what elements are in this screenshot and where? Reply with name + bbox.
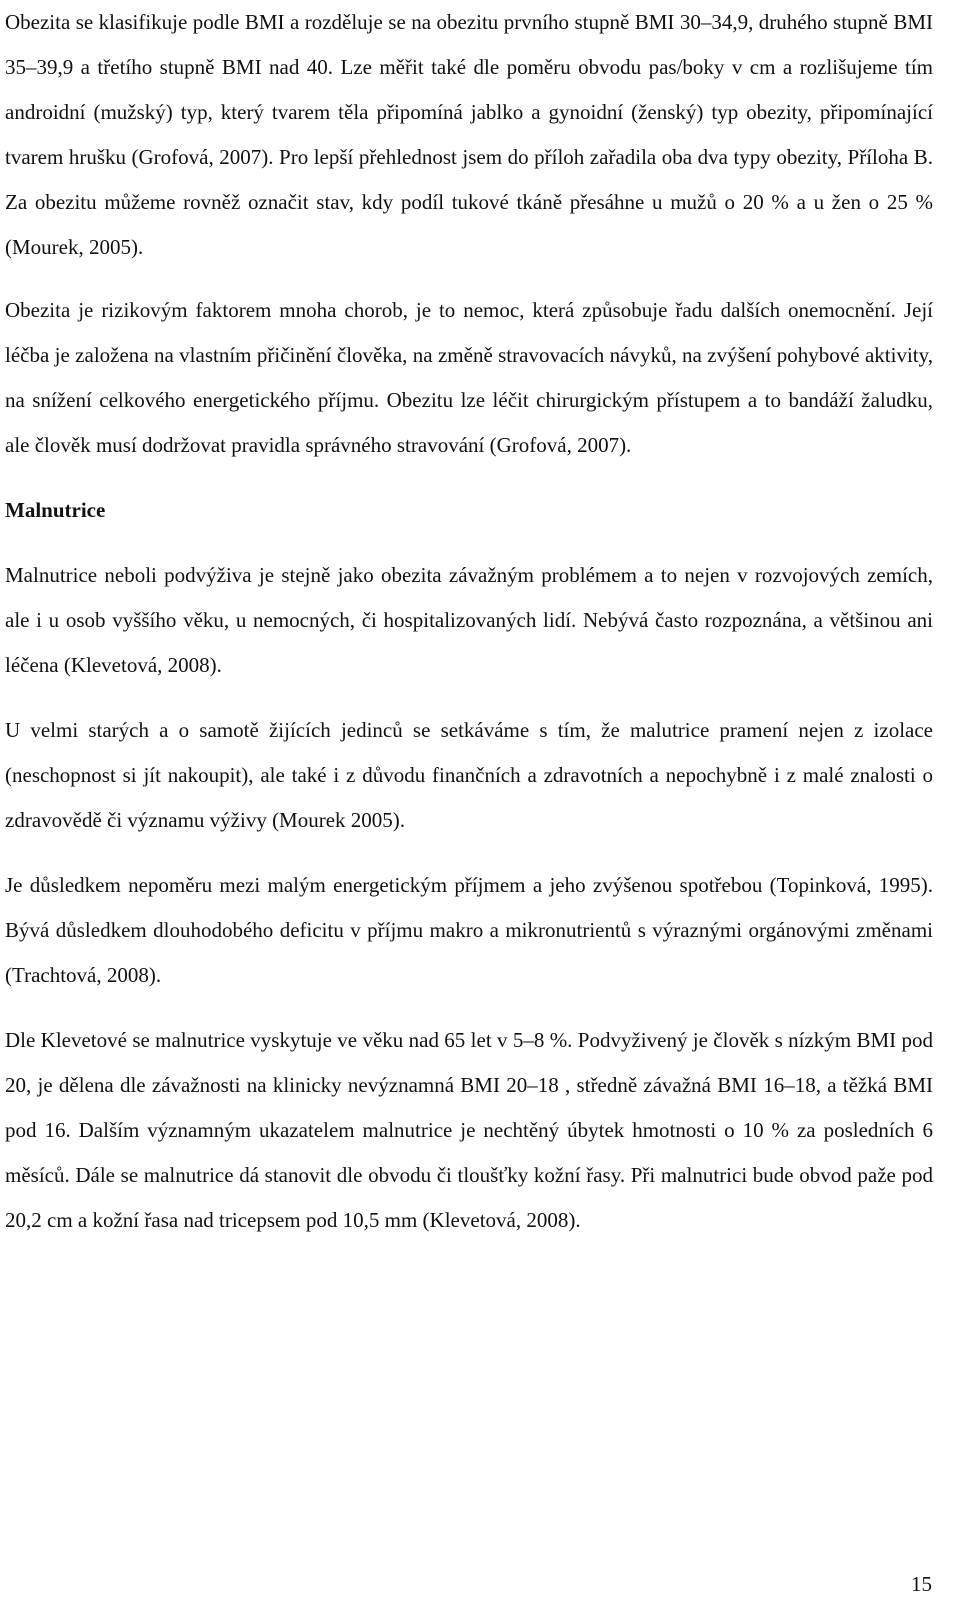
page-number: 15 xyxy=(911,1572,932,1596)
section-heading-malnutrice: Malnutrice xyxy=(5,498,106,522)
paragraph-malnutrice-bmi: Dle Klevetové se malnutrice vyskytuje ve věku nad 65 let v 5–8 %. Podvyživený je člověk s nízkým BMI pod 20, je dělena dle závažnosti na klinicky nevýznamná BMI 20–18 , středně závažná BMI 16–18, a těžká BMI pod 16. Dalším významným ukazatelem malnutrice je nechtěný úbytek hmotnosti o 10 % za posledních 6 měsíců. Dále se malnutrice dá stanovit dle obvodu či tloušťky kožní řasy. Při malnutrici bude obvod paže pod 20,2 cm a kožní řasa nad tricepsem pod 10,5 mm (Klevetová, 2008). xyxy=(5,1028,933,1232)
paragraph-malnutrice-elderly: U velmi starých a o samotě žijících jedinců se setkáváme s tím, že malutrice pramení nejen z izolace (neschopnost si jít nakoupit), ale také i z důvodu finančních a zdravotních a nepochybně i z malé znalosti o zdravovědě či významu výživy (Mourek 2005). xyxy=(5,718,933,832)
paragraph-obesity-classification: Obezita se klasifikuje podle BMI a rozděluje se na obezitu prvního stupně BMI 30–34,9, druhého stupně BMI 35–39,9 a třetího stupně BMI nad 40. Lze měřit také dle poměru obvodu pas/boky v cm a rozlišujeme tím androidní (mužský) typ, který tvarem těla připomíná jablko a gynoidní (ženský) typ obezity, připomínající tvarem hrušku (Grofová, 2007). Pro lepší přehlednost jsem do příloh zařadila oba dva typy obezity, Příloha B. Za obezitu můžeme rovněž označit stav, kdy podíl tukové tkáně přesáhne u mužů o 20 % a u žen o 25 % (Mourek, 2005). xyxy=(5,10,933,259)
paragraph-malnutrice-intro: Malnutrice neboli podvýživa je stejně jako obezita závažným problémem a to nejen v rozvojových zemích, ale i u osob vyššího věku, u nemocných, či hospitalizovaných lidí. Nebývá často rozpoznána, a většinou ani léčena (Klevetová, 2008). xyxy=(5,563,933,677)
paragraph-obesity-risk: Obezita je rizikovým faktorem mnoha chorob, je to nemoc, která způsobuje řadu dalších onemocnění. Její léčba je založena na vlastním přičinění člověka, na změně stravovacích návyků, na zvýšení pohybové aktivity, na snížení celkového energetického příjmu. Obezitu lze léčit chirurgickým přístupem a to bandáží žaludku, ale člověk musí dodržovat pravidla správného stravování (Grofová, 2007). xyxy=(5,298,933,457)
document-page xyxy=(5,0,933,1243)
paragraph-malnutrice-cause: Je důsledkem nepoměru mezi malým energetickým příjmem a jeho zvýšenou spotřebou (Topinková, 1995). Bývá důsledkem dlouhodobého deficitu v příjmu makro a mikronutrientů s výraznými orgánovými změnami (Trachtová, 2008). xyxy=(5,873,933,987)
